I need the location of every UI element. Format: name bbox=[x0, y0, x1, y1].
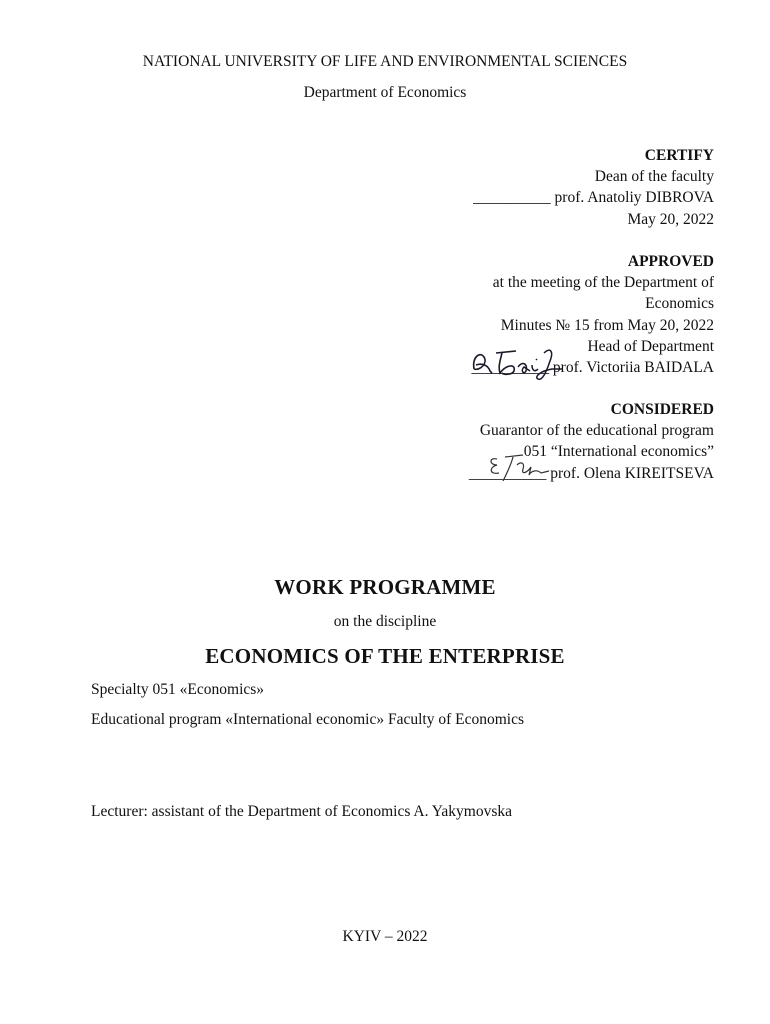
approved-signer: prof. Victoriia BAIDALA bbox=[552, 359, 714, 377]
considered-signature-line bbox=[469, 463, 714, 484]
considered-program: 051 “International economics” bbox=[523, 443, 714, 461]
considered-signature-area bbox=[469, 463, 547, 484]
approved-signature-area bbox=[472, 357, 550, 378]
considered-role: Guarantor of the educational program bbox=[479, 422, 714, 440]
approved-heading: APPROVED bbox=[627, 253, 714, 270]
university-name: NATIONAL UNIVERSITY OF LIFE AND ENVIRONMENTAL SCIENCES bbox=[142, 53, 628, 70]
approved-signature-line bbox=[472, 357, 714, 378]
specialty-line: Specialty 051 «Economics» bbox=[91, 681, 265, 698]
place-year: KYIV – 2022 bbox=[342, 928, 428, 945]
approved-minutes: Minutes № 15 from May 20, 2022 bbox=[500, 316, 714, 334]
document-title: WORK PROGRAMME bbox=[274, 575, 496, 599]
certify-heading: CERTIFY bbox=[644, 147, 714, 164]
considered-block bbox=[469, 399, 714, 484]
considered-blank: __________ bbox=[468, 464, 547, 482]
lecturer-line: Lecturer: assistant of the Department of Economics A. Yakymovska bbox=[91, 803, 512, 820]
certify-signer: prof. Anatoliy DIBROVA bbox=[554, 189, 714, 207]
certify-block bbox=[473, 145, 714, 230]
certify-blank: __________ bbox=[473, 189, 551, 207]
program-line: Educational program «International economic» Faculty of Economics bbox=[91, 711, 525, 728]
considered-signer: prof. Olena KIREITSEVA bbox=[550, 464, 714, 482]
discipline-name: ECONOMICS OF THE ENTERPRISE bbox=[205, 644, 565, 668]
approved-block bbox=[472, 251, 714, 378]
department-name: Department of Economics bbox=[303, 84, 467, 101]
certify-signature-line bbox=[473, 187, 714, 208]
document-subtitle: on the discipline bbox=[333, 613, 437, 630]
approved-role: Head of Department bbox=[587, 337, 714, 355]
approved-blank: __________ bbox=[471, 359, 550, 377]
approved-line-1: at the meeting of the Department of bbox=[492, 274, 714, 292]
certify-date: May 20, 2022 bbox=[627, 210, 714, 228]
approved-line-2: Economics bbox=[645, 295, 714, 313]
certify-role: Dean of the faculty bbox=[594, 168, 714, 186]
considered-heading: CONSIDERED bbox=[610, 401, 714, 418]
